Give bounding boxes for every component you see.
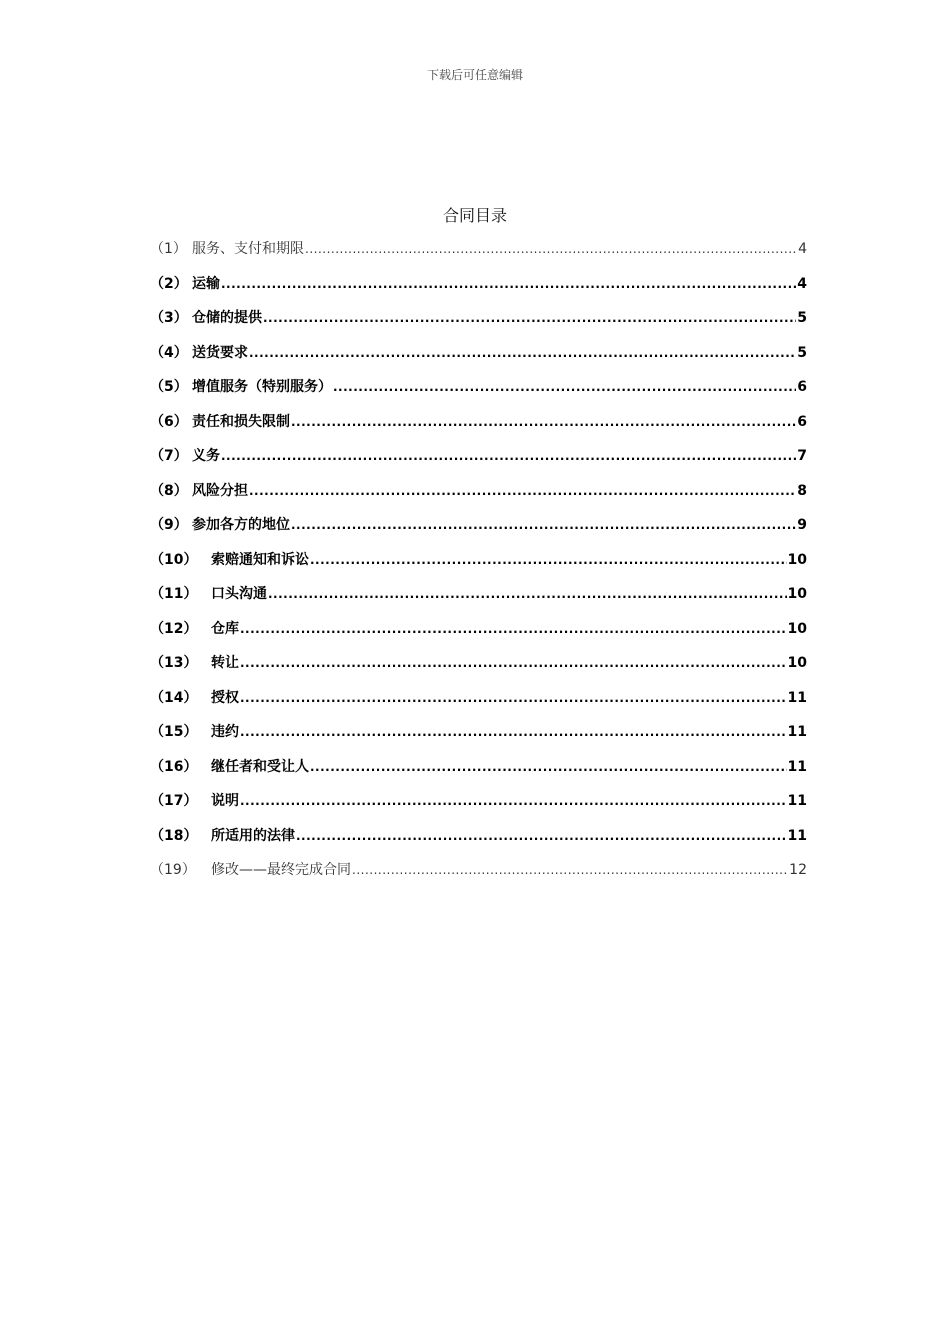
toc-entry-page: 9 [797,517,807,533]
toc-dot-leader [268,587,787,601]
toc-entry-title: 服务、支付和期限 [192,241,304,257]
toc-entry-number: （10） [150,551,198,568]
header-note: 下载后可任意编辑 [426,68,523,82]
toc-entry-page: 11 [787,724,807,740]
toc-entry-page: 10 [787,655,807,671]
toc-entry[interactable] [150,583,807,618]
toc-entry-number: （16） [150,758,198,775]
toc-entry-number: （17） [150,793,198,809]
toc-entry-title: 继任者和受让人 [211,758,309,775]
toc-entry-page: 10 [787,551,807,568]
toc-entry[interactable] [150,480,807,515]
toc-title: 合同目录 [442,206,507,225]
toc-entry-number: （7） [150,448,188,464]
toc-entry-page: 11 [787,758,807,775]
toc-entry-number: （12） [150,620,198,637]
toc-dot-leader [310,553,787,567]
toc-entry-number: （6） [150,413,188,430]
toc-entry[interactable] [150,376,807,411]
toc-entry-page: 4 [798,241,807,257]
toc-dot-leader [249,346,796,360]
toc-entry-title: 违约 [211,724,239,740]
toc-entry-number: （13） [150,655,198,671]
toc-entry-number: （11） [150,586,198,602]
toc-entry[interactable] [150,790,807,825]
toc-entry-title: 增值服务（特别服务） [192,379,332,395]
table-of-contents [150,238,807,894]
toc-entry-title: 运输 [192,275,220,292]
toc-dot-leader [240,656,787,670]
toc-entry-number: （3） [150,310,188,326]
toc-entry-title: 义务 [192,448,220,464]
toc-entry-page: 10 [787,586,807,602]
toc-entry[interactable] [150,859,807,894]
toc-entry-number: （4） [150,344,188,361]
toc-dot-leader [296,829,787,843]
toc-entry-number: （9） [150,517,188,533]
toc-dot-leader [240,622,787,636]
toc-dot-leader [240,691,787,705]
toc-entry[interactable] [150,825,807,860]
toc-dot-leader [310,760,787,774]
toc-entry-page: 6 [797,379,807,395]
toc-entry[interactable] [150,411,807,446]
toc-entry[interactable] [150,307,807,342]
toc-entry-page: 8 [797,482,807,499]
toc-entry-page: 5 [797,310,807,326]
toc-entry-title: 仓库 [211,620,239,637]
toc-entry-number: （19） [150,862,196,878]
toc-dot-leader [352,863,788,877]
toc-entry-number: （15） [150,724,198,740]
toc-dot-leader [221,449,796,463]
toc-entry-page: 12 [789,862,807,878]
toc-entry[interactable] [150,549,807,584]
toc-dot-leader [305,242,797,256]
toc-entry-title: 风险分担 [192,482,248,499]
toc-entry[interactable] [150,687,807,722]
toc-entry-title: 授权 [211,689,239,706]
toc-entry-title: 所适用的法律 [211,827,295,844]
toc-dot-leader [240,725,787,739]
toc-entry[interactable] [150,618,807,653]
toc-entry-page: 5 [797,344,807,361]
toc-entry-title: 仓储的提供 [192,310,262,326]
toc-entry-page: 11 [787,827,807,844]
toc-entry-page: 11 [787,689,807,706]
toc-dot-leader [263,311,796,325]
toc-entry-number: （5） [150,379,188,395]
toc-entry[interactable] [150,273,807,308]
toc-entry-title: 责任和损失限制 [192,413,290,430]
toc-entry[interactable] [150,721,807,756]
toc-entry-page: 11 [787,793,807,809]
toc-entry-title: 索赔通知和诉讼 [211,551,309,568]
toc-dot-leader [240,794,787,808]
toc-entry-page: 6 [797,413,807,430]
toc-entry-number: （1） [150,241,187,257]
toc-dot-leader [291,415,796,429]
toc-entry-number: （8） [150,482,188,499]
toc-entry-page: 10 [787,620,807,637]
toc-entry[interactable] [150,342,807,377]
toc-dot-leader [221,277,796,291]
toc-entry-number: （2） [150,275,188,292]
toc-dot-leader [291,518,796,532]
toc-entry-title: 修改——最终完成合同 [211,862,351,878]
toc-dot-leader [333,380,796,394]
toc-entry-number: （14） [150,689,198,706]
toc-entry-title: 口头沟通 [211,586,267,602]
toc-entry[interactable] [150,756,807,791]
toc-entry-number: （18） [150,827,198,844]
toc-entry-title: 转让 [211,655,239,671]
toc-dot-leader [249,484,796,498]
toc-entry[interactable] [150,445,807,480]
toc-entry-title: 送货要求 [192,344,248,361]
toc-entry-page: 7 [797,448,807,464]
toc-entry-title: 参加各方的地位 [192,517,290,533]
toc-entry[interactable] [150,238,807,273]
toc-entry-title: 说明 [211,793,239,809]
toc-entry-page: 4 [797,275,807,292]
toc-entry[interactable] [150,652,807,687]
toc-entry[interactable] [150,514,807,549]
